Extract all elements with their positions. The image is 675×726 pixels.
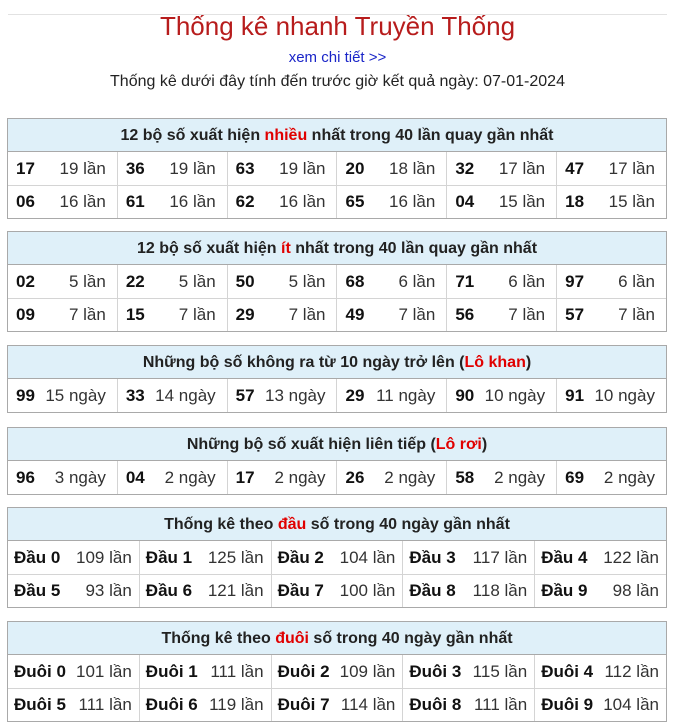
lo-roi-table (7, 427, 667, 495)
page-title: Thống kê nhanh Truyền Thống (159, 11, 516, 41)
stat-number: 22 (125, 271, 145, 291)
stat-count: 14 ngày (155, 385, 216, 405)
most-frequent-table (7, 118, 667, 219)
section-heading (8, 508, 666, 541)
stat-count: 111 lần (210, 661, 264, 681)
heading-text: ) (481, 436, 488, 453)
stat-cell (336, 461, 446, 494)
stat-number: 96 (16, 467, 35, 487)
page-header (0, 10, 675, 92)
stat-count: 13 ngày (264, 385, 326, 405)
section-heading (8, 346, 666, 379)
heading-text: nhất trong 40 lần quay gần nhất (307, 127, 554, 144)
stat-cell (402, 541, 534, 574)
stat-count: 100 lần (339, 581, 396, 600)
stat-cell (139, 541, 271, 574)
stat-count: 15 lần (608, 192, 655, 211)
stat-cell (8, 152, 117, 185)
stat-count: 16 lần (279, 192, 326, 211)
stat-count: 6 lần (398, 271, 436, 291)
stat-cell (8, 541, 139, 574)
stat-cell (8, 461, 117, 494)
heading-highlight: nhiều (264, 127, 308, 144)
heading-text: Những bộ số không ra từ 10 ngày trở lên ( (142, 354, 465, 371)
stat-number: Đầu 0 (14, 547, 61, 567)
stat-number: Đầu 1 (145, 547, 193, 567)
stat-number: Đầu 5 (14, 581, 61, 600)
stat-count: 115 lần (472, 661, 528, 681)
stat-number: Đuôi 1 (145, 661, 198, 681)
stat-count: 6 lần (618, 271, 655, 291)
stat-count: 112 lần (604, 661, 659, 681)
stat-number: 15 (125, 305, 145, 324)
stat-number: Đuôi 9 (541, 695, 594, 714)
view-details-link[interactable]: xem chi tiết >> (288, 49, 387, 66)
stat-count: 6 lần (508, 271, 546, 291)
stat-count: 7 lần (68, 305, 106, 324)
table-row (8, 461, 666, 494)
table-row (8, 574, 666, 607)
stat-cell (446, 186, 556, 218)
stat-cell (227, 152, 337, 185)
stat-number: Đuôi 0 (14, 661, 66, 681)
stat-count: 3 ngày (54, 467, 106, 487)
stat-number: 71 (455, 271, 475, 291)
stat-number: Đuôi 3 (409, 661, 462, 681)
stat-count: 15 lần (498, 192, 546, 211)
stat-count: 93 lần (85, 581, 132, 600)
stat-cell (336, 299, 446, 331)
heading-text: ) (525, 354, 532, 371)
stat-number: 56 (455, 305, 475, 324)
stat-number: 06 (16, 192, 35, 211)
heading-highlight: Lô khan (464, 354, 526, 371)
stat-number: Đuôi 2 (277, 661, 330, 681)
stat-number: Đầu 6 (145, 581, 193, 600)
stat-count: 16 lần (388, 192, 436, 211)
stat-cell (117, 152, 227, 185)
stat-count: 111 lần (473, 695, 528, 714)
stat-cell (139, 575, 271, 607)
stat-number: 04 (125, 467, 145, 487)
stat-cell (556, 152, 666, 185)
lo-khan-table (7, 345, 667, 413)
stat-number: Đầu 2 (277, 547, 324, 567)
stat-cell (271, 655, 403, 688)
stat-count: 11 ngày (376, 385, 436, 405)
stat-number: 20 (345, 158, 365, 178)
stat-count: 18 lần (388, 158, 436, 178)
heading-highlight: ít (281, 240, 291, 257)
heading-highlight: đuôi (275, 630, 309, 647)
stat-number: 97 (565, 271, 585, 291)
stat-count: 19 lần (279, 158, 326, 178)
heading-highlight: Lô rơi (435, 436, 482, 453)
stat-number: 61 (125, 192, 145, 211)
stat-count: 5 lần (288, 271, 326, 291)
stat-count: 98 lần (612, 581, 659, 600)
stat-number: 65 (345, 192, 365, 211)
stat-cell (446, 152, 556, 185)
top-divider (8, 14, 667, 15)
page-subtitle: Thống kê dưới đây tính đến trước giờ kết quả ngày: 07-01-2024 (110, 73, 565, 90)
stat-number: 17 (16, 158, 35, 178)
stat-number: 49 (345, 305, 365, 324)
stat-count: 111 lần (78, 695, 132, 714)
stat-number: 29 (345, 385, 365, 405)
stat-number: 91 (565, 385, 585, 405)
stat-cell (227, 265, 337, 298)
stat-cell (336, 379, 446, 412)
stat-cell (446, 299, 556, 331)
stat-number: Đuôi 5 (14, 695, 66, 714)
stat-count: 7 lần (618, 305, 655, 324)
stat-cell (117, 461, 227, 494)
stat-cell (8, 186, 117, 218)
stat-cell (227, 461, 337, 494)
stat-cell (534, 689, 666, 721)
stat-cell (8, 655, 139, 688)
stat-number: 29 (235, 305, 255, 324)
stat-count: 19 lần (59, 158, 106, 178)
stat-cell (227, 186, 337, 218)
heading-highlight: đầu (277, 516, 307, 533)
stat-count: 7 lần (288, 305, 326, 324)
stat-cell (446, 461, 556, 494)
stat-number: 57 (565, 305, 585, 324)
heading-text: Những bộ số xuất hiện liên tiếp ( (186, 436, 436, 453)
stat-count: 5 lần (68, 271, 106, 291)
stat-count: 109 lần (339, 661, 396, 681)
heading-text: Thống kê theo (161, 630, 276, 647)
heading-text: Thống kê theo (164, 516, 278, 533)
section-heading (8, 232, 666, 265)
stat-cell (556, 299, 666, 331)
table-row (8, 688, 666, 721)
stat-cell (336, 186, 446, 218)
stat-count: 109 lần (76, 547, 132, 567)
stat-number: 33 (125, 385, 145, 405)
stat-number: 63 (235, 158, 255, 178)
table-row (8, 152, 666, 185)
stat-number: 04 (455, 192, 475, 211)
table-row (8, 298, 666, 331)
stat-number: Đuôi 7 (277, 695, 330, 714)
stat-cell (117, 186, 227, 218)
stat-count: 114 lần (340, 695, 396, 714)
stat-number: Đuôi 6 (145, 695, 198, 714)
stat-cell (139, 689, 271, 721)
stat-cell (446, 265, 556, 298)
stat-cell (271, 541, 403, 574)
stat-cell (139, 655, 271, 688)
section-heading (8, 428, 666, 461)
table-row (8, 185, 666, 218)
stat-number: 36 (125, 158, 145, 178)
stat-count: 125 lần (207, 547, 264, 567)
least-frequent-table (7, 231, 667, 332)
stat-cell (556, 379, 666, 412)
stat-cell (8, 379, 117, 412)
stat-cell (556, 461, 666, 494)
stat-count: 2 ngày (384, 467, 436, 487)
stat-number: Đầu 8 (409, 581, 456, 600)
heading-text: số trong 40 ngày gần nhất (306, 516, 510, 533)
stat-cell (336, 152, 446, 185)
stat-number: 90 (455, 385, 475, 405)
stat-number: Đuôi 8 (409, 695, 462, 714)
stat-count: 15 ngày (45, 385, 106, 405)
stat-number: 32 (455, 158, 475, 178)
stat-count: 5 lần (178, 271, 216, 291)
stat-cell (556, 265, 666, 298)
table-row (8, 655, 666, 688)
head-digit-table (7, 507, 667, 608)
stat-count: 7 lần (178, 305, 216, 324)
stat-count: 17 lần (498, 158, 546, 178)
stat-cell (8, 689, 139, 721)
stat-number: 58 (455, 467, 475, 487)
stat-cell (402, 575, 534, 607)
stat-number: Đuôi 4 (541, 661, 594, 681)
stat-cell (271, 575, 403, 607)
stat-count: 16 lần (59, 192, 106, 211)
stat-cell (402, 689, 534, 721)
stat-number: 69 (565, 467, 585, 487)
stat-number: Đầu 3 (409, 547, 456, 567)
stat-count: 10 ngày (594, 385, 655, 405)
stat-number: 47 (565, 158, 585, 178)
stat-number: 09 (16, 305, 35, 324)
stat-count: 117 lần (472, 547, 528, 567)
stat-count: 2 ngày (274, 467, 326, 487)
stat-cell (271, 689, 403, 721)
stat-number: 17 (235, 467, 255, 487)
stat-count: 19 lần (169, 158, 216, 178)
table-row (8, 379, 666, 412)
stat-cell (227, 299, 337, 331)
stat-count: 10 ngày (484, 385, 546, 405)
stat-count: 7 lần (398, 305, 436, 324)
stat-cell (117, 265, 227, 298)
section-heading (8, 119, 666, 152)
heading-text: nhất trong 40 lần quay gần nhất (290, 240, 538, 257)
stat-cell (8, 299, 117, 331)
stat-cell (117, 379, 227, 412)
stat-cell (402, 655, 534, 688)
stat-count: 104 lần (339, 547, 396, 567)
stat-count: 104 lần (603, 695, 659, 714)
stat-count: 101 lần (76, 661, 132, 681)
stat-number: Đầu 9 (541, 581, 588, 600)
stat-cell (117, 299, 227, 331)
heading-text: số trong 40 ngày gần nhất (308, 630, 513, 647)
stat-count: 2 ngày (494, 467, 546, 487)
stat-number: 02 (16, 271, 35, 291)
stat-count: 122 lần (603, 547, 659, 567)
tail-digit-table (7, 621, 667, 722)
stat-count: 16 lần (169, 192, 216, 211)
stat-count: 2 ngày (603, 467, 655, 487)
stat-count: 118 lần (472, 581, 528, 600)
stat-cell (336, 265, 446, 298)
stat-cell (227, 379, 337, 412)
stat-cell (534, 575, 666, 607)
table-row (8, 265, 666, 298)
stat-count: 17 lần (608, 158, 655, 178)
stat-cell (534, 541, 666, 574)
stat-number: 50 (235, 271, 255, 291)
stat-number: 26 (345, 467, 365, 487)
stat-cell (8, 575, 139, 607)
stat-number: 57 (235, 385, 255, 405)
stat-number: Đầu 4 (541, 547, 588, 567)
stat-count: 119 lần (209, 695, 264, 714)
stat-count: 121 lần (207, 581, 264, 600)
stat-cell (446, 379, 556, 412)
section-heading (8, 622, 666, 655)
stat-cell (534, 655, 666, 688)
stat-number: 99 (16, 385, 35, 405)
stat-number: 18 (565, 192, 585, 211)
stat-number: 62 (235, 192, 255, 211)
stat-number: Đầu 7 (277, 581, 324, 600)
table-row (8, 541, 666, 574)
stat-cell (556, 186, 666, 218)
stat-count: 7 lần (508, 305, 546, 324)
heading-text: 12 bộ số xuất hiện (120, 127, 265, 144)
stat-number: 68 (345, 271, 365, 291)
stat-count: 2 ngày (164, 467, 216, 487)
heading-text: 12 bộ số xuất hiện (136, 240, 281, 257)
stat-cell (8, 265, 117, 298)
